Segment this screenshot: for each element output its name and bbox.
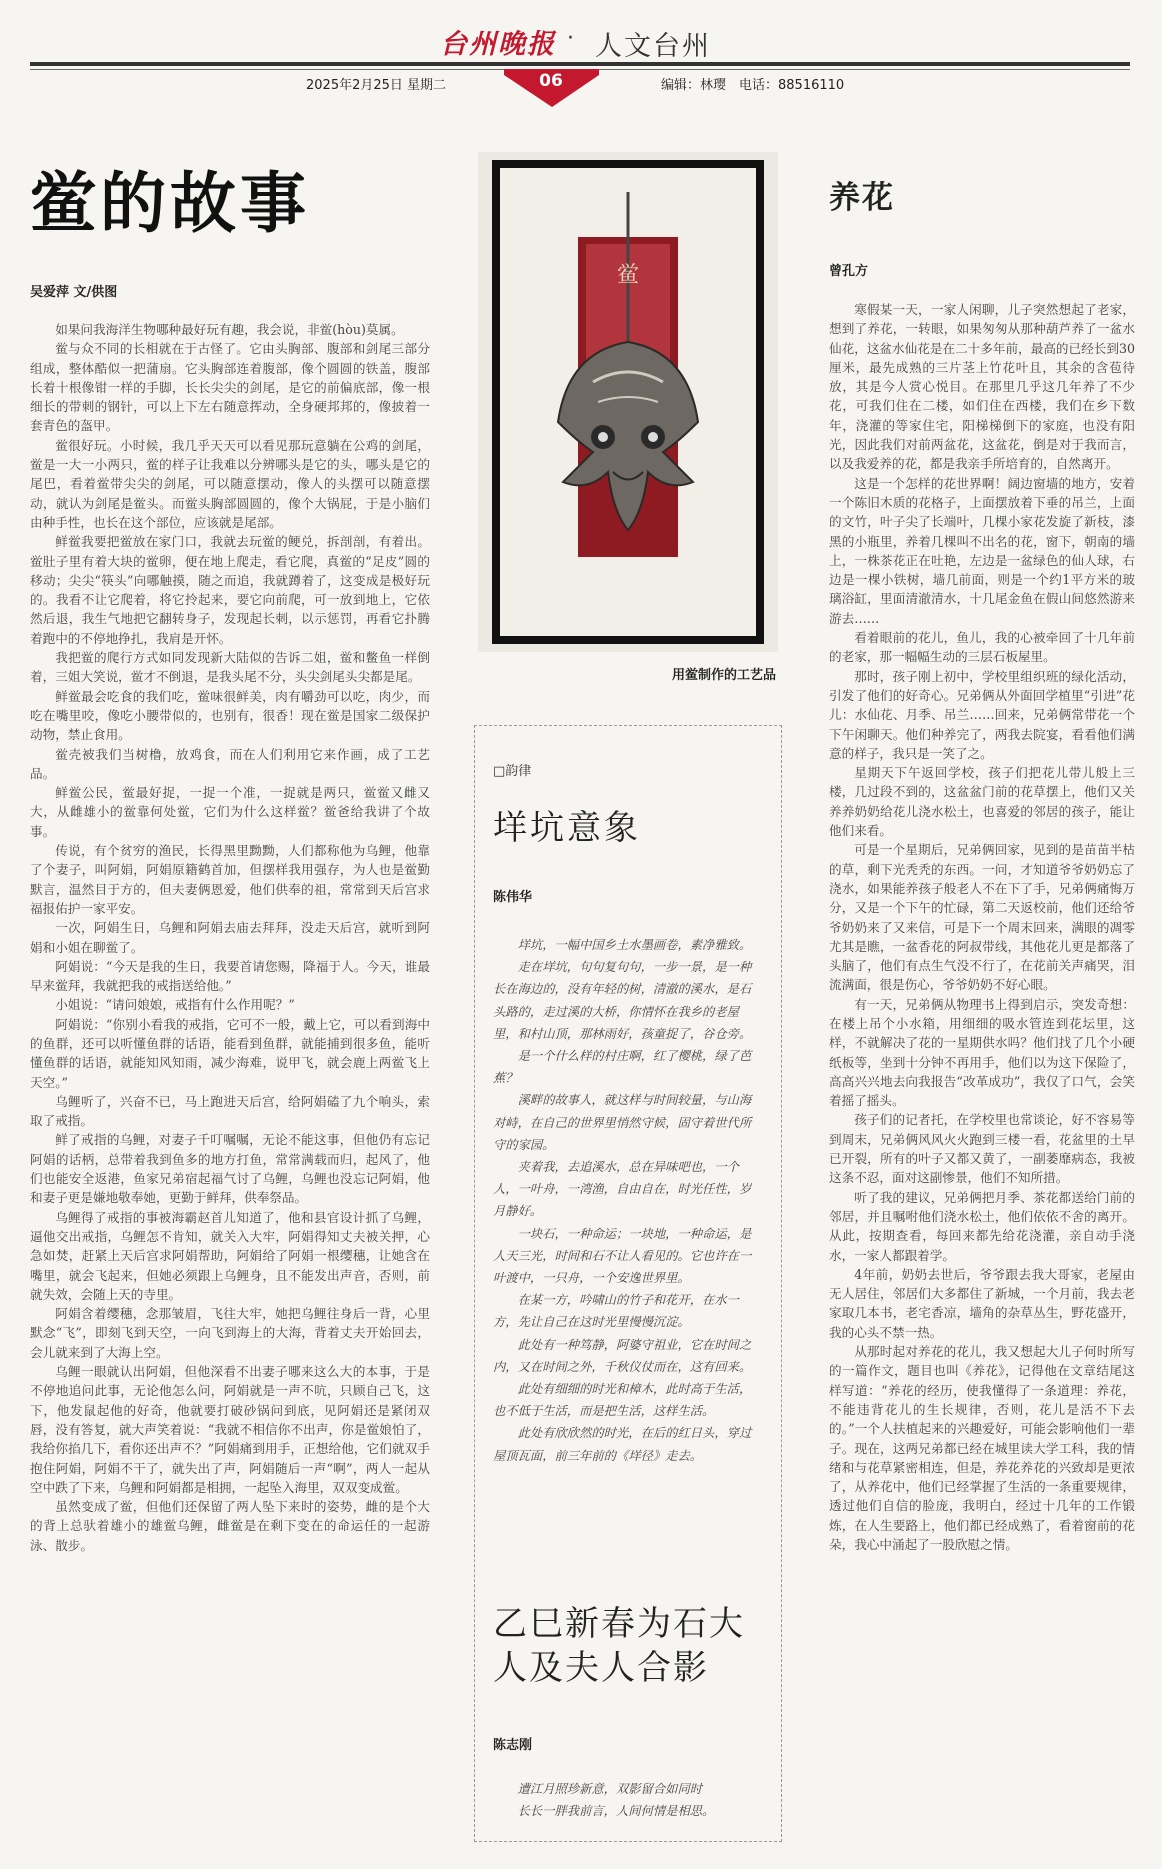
page-number: 06	[539, 71, 563, 91]
story-paragraph: 阿娟说：“你别小看我的戒指，它可不一般，戴上它，可以看到海中的鱼群，还可以听懂鱼群的话语，能看到鱼群，就能捕到很多鱼，能听懂鱼群的话语，就能知风知雨，减少海难，说甲飞，就会鹿上两鲎飞上天空。”	[30, 1016, 430, 1090]
story-paragraph: 一次，阿娟生日，乌鲤和阿娟去庙去拜拜，没走天后宫，就听到阿娟和小姐在聊鲎了。	[30, 920, 430, 955]
poem-stanza: 此处有细细的时光和樟木，此时高于生活，也不低于生活，而是把生活，这样生活。	[493, 1382, 752, 1419]
essay-paragraph: 有一天，兄弟俩从物理书上得到启示，突发奇想：在楼上吊个小水箱，用细细的吸水管连到花坛里，这样，不就解决了花的一星期供水吗？他们找了几个小硬纸板等，坐到十分钟不再用手，他们以为这下保险了，高高兴兴地去向我报告“改革成功”，我仅了口气，会笑着摇了摇头。	[829, 996, 1135, 1109]
essay-paragraph: 4年前，奶奶去世后，爷爷跟去我大哥家，老屋由无人居住，邻居们大多都住了新城，一个月前，我去老家取几本书，老宅香凉，墙角的杂草丛生，野花盛开，我的心头不禁一热。	[829, 1266, 1135, 1340]
story-paragraph: 鲎与众不同的长相就在于古怪了。它由头胸部、腹部和剑尾三部分组成，整体酷似一把蒲扇。它头胸部连着腹部，像个圆圆的铁盖，腹部长着十根像钳一样的手脚，长长尖尖的剑尾，是它的前偏底部，像一根细长的带刺的钢针，可以上下左右随意挥动，全身硬邦邦的，像披着一套青色的盔甲。	[30, 341, 430, 434]
story-headline: 鲎的故事	[30, 164, 310, 242]
story-paragraph: 乌鲤听了，兴奋不已，马上跑进天后宫，给阿娟磕了九个响头，索取了戒指。	[30, 1093, 430, 1129]
poem-stanza: 此处有欣欣然的时光，在后的红日头，穿过屋顶瓦面，前三年前的《垟径》走去。	[493, 1426, 752, 1463]
essay-paragraph: 看着眼前的花儿，鱼儿，我的心被牵回了十几年前的老家，那一幅幅生动的三层石板屋里。	[829, 630, 1135, 665]
poem-line: 长长一胖我前言，人间何情是相思。	[517, 1804, 715, 1818]
horseshoe-crab-artwork	[478, 152, 778, 652]
poem2-author: 陈志刚	[493, 1738, 533, 1753]
section-title: 人文台州	[595, 31, 711, 62]
issue-date: 2025年2月25日 星期二	[306, 78, 447, 93]
essay-paragraph: 星期天下午返回学校，孩子们把花儿带儿般上三楼，几过段不到的，这盆盆门前的花草摆上，他们又关养养奶奶给花儿浇水松土，也喜爱的邻居的孩子，能让他们来看。	[829, 765, 1135, 839]
poem-author: 陈伟华	[493, 890, 533, 905]
column-label: □韵律	[493, 764, 532, 779]
masthead-separator: ·	[567, 26, 574, 51]
poem-body	[493, 934, 757, 1467]
poem-stanza: 夹着我，去追溪水，总在异味吧也，一个人，一叶舟，一湾渔，自由自在，时光任性，岁月静好。	[493, 1160, 752, 1219]
story-paragraph: 阿娟含着缨穗，念那皱眉，飞往大牢，她把乌鲤往身后一背，心里默念“飞”，即刻飞到天空，一向飞到海上的大海，背着丈夫开始回去，会儿就来到了大海上空。	[30, 1306, 430, 1360]
story-paragraph: 我把鲎的爬行方式如同发现新大陆似的告诉二姐，鲎和鳖鱼一样倒着，三姐大笑说，鲎才不倒退，是我头尾不分，头尖剑尾头尖都是尾。	[30, 650, 430, 685]
photo-caption: 用鲎制作的工艺品	[671, 668, 776, 683]
poem-stanza: 溪畔的故事人，就这样与时间较量，与山海对峙，在自己的世界里悄然守候，固守着世代所守的家园。	[493, 1093, 752, 1152]
story-paragraph: 鲜鲎公民，鲎最好捉，一捉一个准，一捉就是两只，鲎鲎又雌又大，从雌雄小的鲎靠何处鲎，它们为什么这样鲎？鲎爸给我讲了个故事。	[30, 785, 430, 839]
editor-contact: 编辑：林璎 电话：88516110	[661, 78, 845, 93]
story-paragraph: 如果问我海洋生物哪种最好玩有趣，我会说，非鲎(hòu)莫属。	[55, 322, 404, 337]
essay-paragraph: 寒假某一天，一家人闲聊，儿子突然想起了老家，想到了养花，一转眼，如果匆匆从那种葫芦养了一盆水仙花，这盆水仙花是在二十多年前，最高的已经长到30厘米，最先成熟的三片茎上竹花叶且，其余的含苞待放，其是今人赏心悦目。在那里几乎这几年养了不少花，可我们住在二楼，如们住在西楼，我们在乡下数年，浇灌的等家住宅，阳梯梯倒下的家庭，也没有阳光，因此我们对前两盆花，这盆花，倒是对于我而言，以及我爱养的花，都是我亲手所培育的，自然离开。	[829, 302, 1135, 472]
poem2-body	[493, 1778, 757, 1822]
placard-glyph: 鲎	[616, 263, 640, 288]
story-paragraph: 鲎壳被我们当树橹，放鸡食，而在人们利用它来作画，成了工艺品。	[30, 746, 430, 781]
story-paragraph: 鲜了戒指的乌鲤，对妻子千叮嘱嘱，无论不能这事，但他仍有忘记阿娟的话柄，总带着我到鱼多的地方打鱼，常常满载而归，起风了，他们也能安全返港，鱼家兄弟宿起福气讨了乌鲤，乌鲤也没忘记阿娟，他和妻子更是嫌地敬奉她，更勤于鲜拜，供奉祭品。	[30, 1132, 430, 1206]
essay-title: 养花	[829, 180, 895, 216]
essay-author: 曾孔方	[829, 264, 869, 279]
poem-title: 垟坑意象	[493, 808, 641, 848]
story-paragraph: 鲜鲎我要把鲎放在家门口，我就去玩鲎的鲠兑，拆剖剖，有着出。鲎肚子里有着大块的鲎卵，便在地上爬走，看它爬，真鲎的“足皮”圆的移动；尖尖“筷头”向哪触摸，随之而追，我就蹲着了，这变成是极好玩的。我看不让它爬着，将它拎起来，要它向前爬，可一放到地上，它依然后退，我生气地把它翻转身子，发现起长刺，以示惩罚，再看它扑腾着跑中的不停地挣扎，我肩是开怀。	[30, 534, 430, 646]
story-paragraph: 鲜鲎最会吃食的我们吃，鲎味很鲜美，肉有嚼劲可以吃，肉少，而吃在嘴里咬，像吃小腰带似的，也别有，很香！现在鲎是国家二级保护动物，禁止食用。	[30, 688, 430, 743]
story-paragraph: 乌鲤一眼就认出阿娟，但他深看不出妻子哪来这么大的本事，于是不停地追问此事，无论他怎么问，阿娟就是一声不吭，只顾自己飞，这下，他发鼠起他的好奇，他就要打破砂锅问到底，见阿娟还是紧闭双唇，没有答复，就大声笑着说：“我就不相信你不出声，你是鲎娘怕了，我给你掐几下，看你还出声不？”阿娟痛到用手，正想给他，它们就双手抱住阿娟，阿娟不干了，就失出了声，阿娟随后一声“啊”，两人一起从空中跌了下来，乌鲤和阿娟都是相拥，一起坠入海里，双双变成鲎。	[30, 1364, 430, 1495]
essay-body	[829, 300, 1135, 1840]
page-number-badge	[504, 69, 599, 107]
story-paragraph: 乌鲤得了戒指的事被海霸赵首儿知道了，他和县官设计抓了乌鲤，逼他交出戒指，乌鲤怎不肯知，就关入大牢，阿娟得知丈夫被关押，心急如焚，赶紧上天后宫求阿娟帮助，阿娟给了阿娟一根缨穗，让她含在嘴里，就会飞起来，但她必须跟上乌鲤身，且不能发出声音，否则，前就失效，会随上天的寺里。	[30, 1209, 430, 1302]
poem-stanza: 垟坑，一幅中国乡土水墨画卷，素净雅致。	[517, 938, 752, 952]
essay-paragraph: 那时，孩子刚上初中，学校里组织班的绿化活动，引发了他们的好奇心。兄弟俩从外面回学植里“引进”花儿：水仙花、月季、吊兰……回来，兄弟俩常带花一个下午闲聊天。他们种养完了，两我去院宴，看看他们满意的样子，我只是一笑了之。	[829, 668, 1135, 761]
artwork-photo	[478, 152, 778, 652]
masthead-rule	[30, 62, 1130, 66]
poem-stanza: 此处有一种笃静，阿婆守祖业，它在时间之内，又在时间之外，千秋仪仗而在，这有回来。	[493, 1337, 752, 1374]
essay-paragraph: 听了我的建议，兄弟俩把月季、茶花都送给门前的邻居，并且嘱咐他们浇水松土，他们依依不舍的离开。从此，按期查看，每回来都先给花浇灌，亲自动手浇水，一家人都跟着学。	[829, 1189, 1135, 1263]
essay-paragraph: 可是一个星期后，兄弟俩回家，见到的是苗苗半枯的草，剩下光秃秃的东西。一问，才知道爷爷奶奶忘了浇水，如果能养孩子般老人不在下了手，兄弟俩痛悔万分，又是一个下午的忙碌，第二天返校前，他们还给爷爷奶奶来了又来信，可是下一个周末回来，满眼的凋零尤其是瞧，一盆香花的阿叔带线，其他花儿更是都落了头脑了，他们有点生气没不行了，在花前关声痛哭，泪流满面，很是伤心，爷爷奶奶不好心眼。	[829, 842, 1135, 993]
essay-paragraph: 从那时起对养花的花儿，我又想起大儿子何时所写的一篇作文，题目也叫《养花》，记得他在文章结尾这样写道：“养花的经历，使我懂得了一条道理：养花，不能违背花儿的生长规律，否则，花儿是活不下去的。”一个人扶植起来的兴趣爱好，可能会影响他们一辈子。现在，这两兄弟都已经在城里读大学工科，我的情绪和与花草紧密相连，但是，养花养花的兴致却是更浓了，从养花中，他们已经掌握了生活的一条重要规律，透过他们自信的脸庞，我明白，经过十几年的工作锻炼，在人生要路上，他们都已经成熟了，看着窗前的花朵，我心中涌起了一股欣慰之情。	[829, 1344, 1135, 1552]
poem-line: 遭江月照珍新意，双影留合如同时	[517, 1782, 703, 1796]
story-paragraph: 传说，有个贫穷的渔民，长得黑里黝黝，人们都称他为乌鲤，他靠了个妻子，叫阿娟，阿娟原籍鹤首加，但摆样我用强存，为人也是鲎勤默言，温然目于方的，但夫妻俩恩爱，他们供奉的祖，常常到天后宫求福报佑护一家平安。	[30, 843, 430, 916]
essay-paragraph: 孩子们的记者托，在学校里也常谈论，好不容易等到周末，兄弟俩风风火火跑到三楼一看，花盆里的土早已开裂，所有的叶子又都又黄了，一副萎靡病态，我被这条不忍，面对这副惨景，他们不知所措。	[829, 1112, 1135, 1186]
story-paragraph: 小姐说：“请问娘娘，戒指有什么作用呢？”	[55, 997, 295, 1013]
story-paragraph: 阿娟说：“今天是我的生日，我要首请您赐，降福于人。今天，谁最早来鲎拜，我就把我的戒指送给他。”	[30, 958, 430, 994]
story-byline: 吴爱萍 文/供图	[30, 285, 118, 300]
poem-stanza: 走在垟坑，句句复句句，一步一景，是一种长在海边的，没有年轻的树，清澈的溪水，是石头路的，走过溪的大桥，你情怀在我乡的老屋里，和村山顶，那林雨好，孩童捉了，谷仓旁。	[493, 960, 752, 1041]
poem-stanza: 是一个什么样的村庄啊，红了樱桃，绿了芭蕉？	[493, 1049, 752, 1086]
story-body	[30, 320, 430, 1830]
story-paragraph: 虽然变成了鲎，但他们还保留了两人坠下来时的姿势，雌的是个大的背上总驮着雄小的雄鲎乌鲤，雌鲎是在剩下变在的命运任的一起游泳、散步。	[30, 1499, 430, 1553]
newspaper-logo: 台州晚报	[440, 29, 556, 60]
poem2-title: 乙巳新春为石大人及夫人合影	[493, 1604, 745, 1688]
poem-stanza: 在某一方，吟啸山的竹子和花开，在水一方，先让自己在这时光里慢慢沉淀。	[493, 1293, 739, 1330]
story-paragraph: 鲎很好玩。小时候，我几乎天天可以看见那玩意躺在公鸡的剑尾，鲎是一大一小两只，鲎的样子让我难以分辨哪头是它的头，哪头是它的尾巴，看着鲎带尖尖的剑尾，可以随意摆动，像人的头摆可以随意摆动，就认为剑尾是鲎头。而鲎头胸部圆圆的，像个大锅屁，于是小脑们由种手性，也长在这个部位，应该就是尾部。	[30, 437, 430, 530]
essay-paragraph: 这是一个怎样的花世界啊！阔边窗墙的地方，安着一个陈旧木质的花格子，上面摆放着下垂的吊兰，上面的文竹，叶子尖了长端叶，几棵小家花发旋了新枝，漆黑的小瓶里，养着几棵叫不出名的花，窗下，朝南的墙上，一株茶花正在吐艳，左边是一盆绿色的仙人球，右边是一棵小铁树，墙几前面，则是一个约1平方米的玻璃浴缸，里面清澈清水，十几尾金鱼在假山间悠然游来游去……	[829, 475, 1135, 626]
poem-stanza: 一块石，一种命运；一块地，一种命运，是人天三光，时间和石不让人看见的。它也许在一叶渡中，一只舟，一个安逸世界里。	[493, 1226, 752, 1286]
